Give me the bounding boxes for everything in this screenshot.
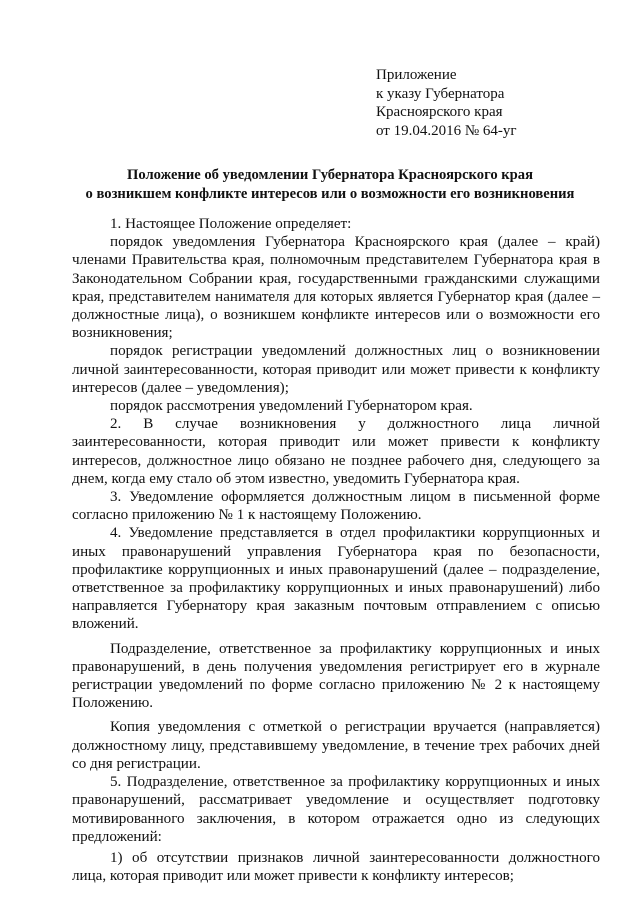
paragraph-3: порядок регистрации уведомлений должностных лиц о возникновении личной заинтересованности, которая приводит или может привести к конфликту интересов (далее – уведомления); <box>72 343 600 396</box>
appendix-decree-ref: к указу Губернатора <box>376 85 505 102</box>
paragraph-8: Подразделение, ответственное за профилактику коррупционных и иных правонарушений, в день получения уведомления регистрирует его в журнале регистрации уведомлений по форме согласно приложению № 2 к настоящему Положению. <box>72 640 600 712</box>
paragraph-2: порядок уведомления Губернатора Красноярского края (далее – край) членами Правительства края, полномочным представителем Губернатора края в Законодательном Собрании края, государственными гражданскими служащими края, представителем нанимателя для которых является Губернатор края (далее – должностные лица), о возникшем конфликте интересов или о возможности его возникновения; <box>72 234 600 342</box>
paragraph-5: 2. В случае возникновения у должностного лица личной заинтересованности, которая приводит или может привести к конфликту интересов, должностное лицо обязано не позднее рабочего дня, следующего за днем, когда ему стало об этом известно, уведомить Губернатора края. <box>72 416 600 487</box>
title-line-2: о возникшем конфликте интересов или о возможности его возникновения <box>85 185 575 202</box>
paragraph-10: 5. Подразделение, ответственное за профилактику коррупционных и иных правонарушений, рассматривает уведомление и осуществляет подготовку мотивированного заключения, в котором отражается одно из следующих предложений: <box>72 774 600 845</box>
paragraph-1: 1. Настоящее Положение определяет: <box>110 216 352 232</box>
paragraph-6: 3. Уведомление оформляется должностным лицом в письменной форме согласно приложению № 1 к настоящему Положению. <box>72 489 600 524</box>
document-body <box>72 215 600 885</box>
appendix-date-number: от 19.04.2016 № 64-уг <box>376 122 517 139</box>
appendix-label: Приложение <box>376 67 457 83</box>
title-line-1: Положение об уведомлении Губернатора Красноярского края <box>127 167 533 183</box>
paragraph-11: 1) об отсутствии признаков личной заинтересованности должностного лица, которая приводит или может привести к конфликту интересов; <box>72 849 600 885</box>
appendix-header <box>376 66 517 140</box>
paragraph-4: порядок рассмотрения уведомлений Губернатором края. <box>110 398 473 415</box>
paragraph-7: 4. Уведомление представляется в отдел профилактики коррупционных и иных правонарушений управления Губернатора края по безопасности, профилактике коррупционных и иных правонарушений (далее – подразделение, ответственное за профилактику коррупционных и иных правонарушений) либо направляется Губернатору края заказным почтовым отправлением с описью вложений. <box>72 525 600 633</box>
appendix-region: Красноярского края <box>376 104 503 120</box>
document-title <box>60 166 600 203</box>
paragraph-9: Копия уведомления с отметкой о регистрации вручается (направляется) должностному лицу, представившему уведомление, в течение трех рабочих дней со дня регистрации. <box>72 719 600 772</box>
